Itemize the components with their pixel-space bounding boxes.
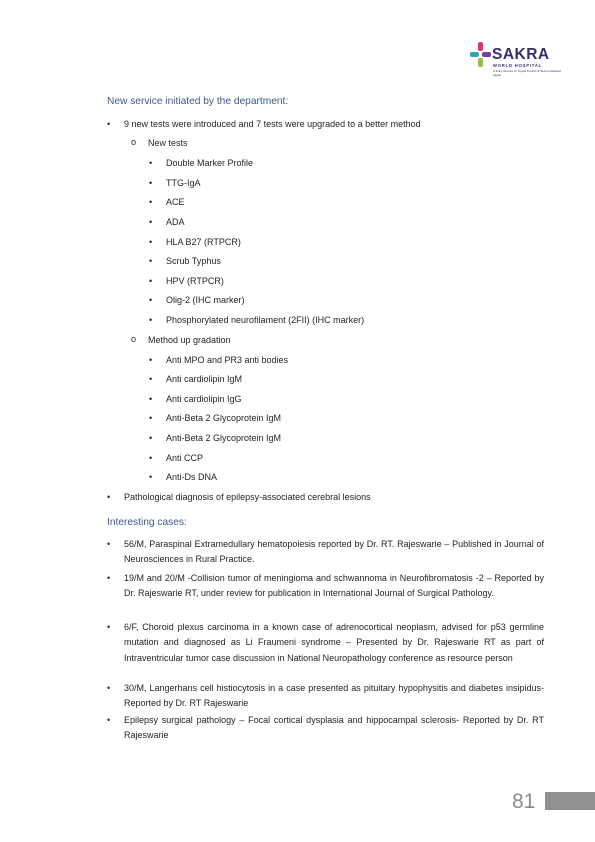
section-heading-interesting-cases: Interesting cases: [107,517,187,528]
bullet-icon: • [149,217,153,227]
bullet-icon: • [149,256,153,266]
circle-bullet-icon: o [131,334,137,344]
bullet-icon: • [149,394,153,404]
bullet-icon: • [107,622,111,632]
bullet-icon: • [149,295,153,305]
hospital-logo [470,40,570,80]
bullet-icon: • [149,178,153,188]
case-item: • 6/F, Choroid plexus carcinoma in a known case of adrenocortical neoplasm, advised for p53 germline mutation and diagnosed as Li Fraumeni syndrome – Presented by Dr. Rajeswarie RT as part of Intraventricular tumor case discussion in National Neuropathology conference as resource person [107,622,544,663]
bullet-icon: • [149,237,153,247]
bullet-icon: • [107,492,111,502]
logo-subtitle: WORLD HOSPITAL [493,63,543,68]
bullet-icon: • [149,158,153,168]
bullet-icon: • [149,276,153,286]
logo-tagline: A Joint Venture of Toyota Tsusho & Secom Medical, Japan [493,69,562,77]
logo-name: SAKRA [492,46,550,63]
case-item: • 19/M and 20/M -Collision tumor of meningioma and schwannoma in Neurofibromatosis -2 – Reported by Dr. Rajeswarie RT, under review for publication in International Journal of Surgical Pathology. [107,573,544,599]
section-heading-new-service: New service initiated by the department: [107,96,289,107]
bullet-icon: • [149,433,153,443]
bullet-icon: • [149,315,153,325]
bullet-icon: • [149,197,153,207]
page-number-bar [545,792,595,810]
bullet-icon: • [107,683,111,693]
bullet-icon: • [149,374,153,384]
bullet-icon: • [149,472,153,482]
circle-bullet-icon: o [131,137,137,147]
logo-cross-icon [470,42,492,72]
case-item: • 56/M, Paraspinal Extramedullary hematopoiesis reported by Dr. RT. Rajeswarie – Published in Journal of Neurosciences in Rural Practice. [107,539,544,565]
bullet-icon: • [107,715,111,725]
page-number: 81 [512,790,536,813]
bullet-icon: • [149,413,153,423]
bullet-icon: • [149,355,153,365]
bullet-icon: • [107,539,111,549]
bullet-icon: • [149,453,153,463]
bullet-icon: • [107,119,111,129]
case-item: • Epilepsy surgical pathology – Focal cortical dysplasia and hippocampal sclerosis- Reported by Dr. RT Rajeswarie [107,715,544,741]
bullet-icon: • [107,573,111,583]
case-item: • 30/M, Langerhans cell histiocytosis in a case presented as pituitary hypophysitis and diabetes insipidus- Reported by Dr. RT Rajeswarie [107,683,544,709]
